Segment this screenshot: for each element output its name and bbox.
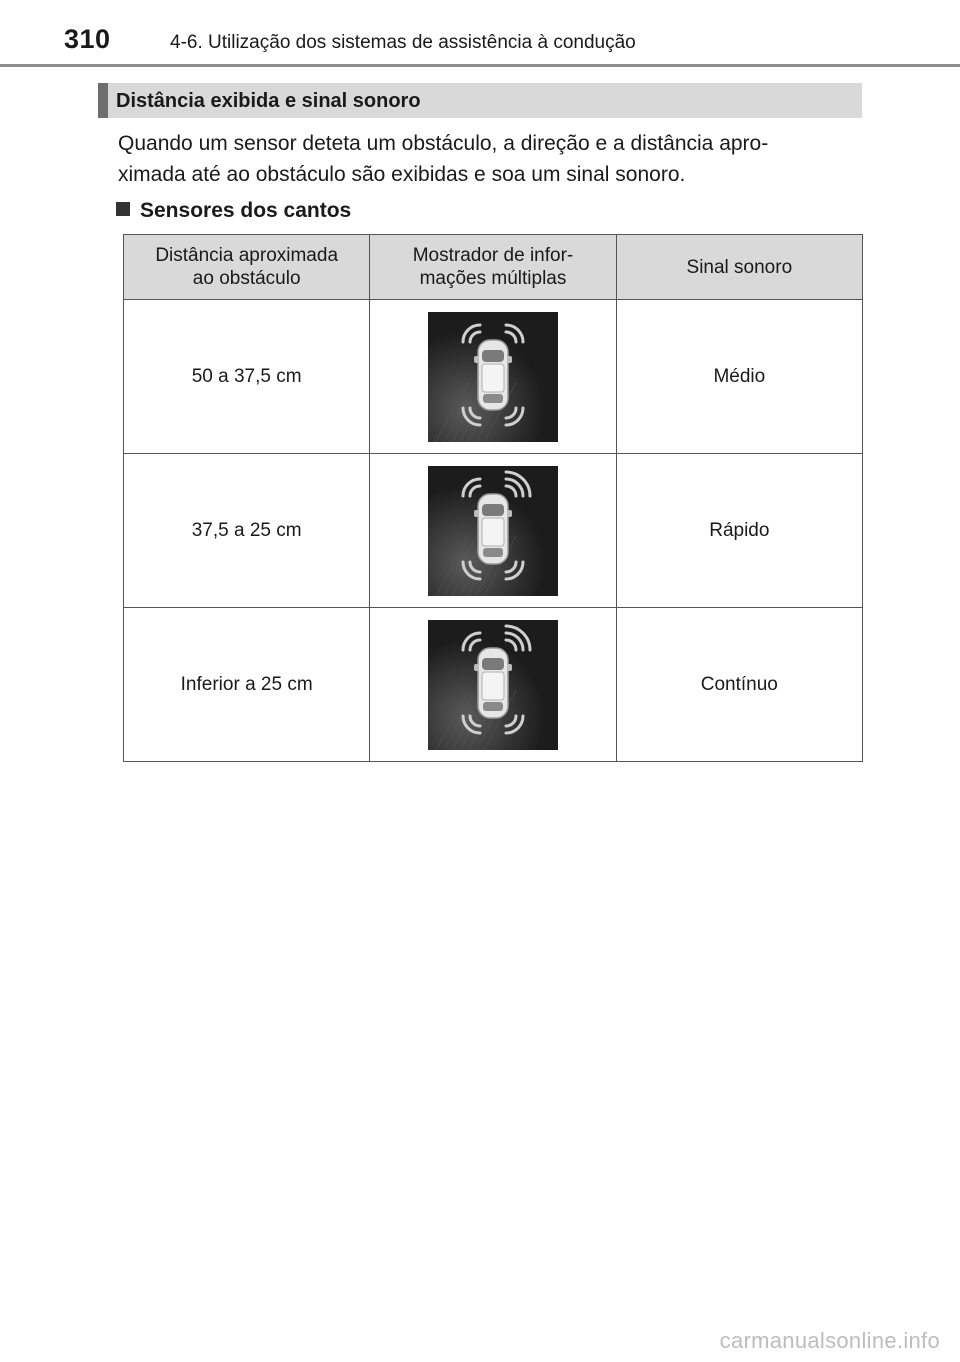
header-distance-line-1: Distância aproximada xyxy=(155,245,339,266)
subheading xyxy=(116,199,351,223)
intro-line-1: Quando um sensor deteta um obstáculo, a direção e a distância apro- xyxy=(118,132,769,155)
section-title: Distância exibida e sinal sonoro xyxy=(116,90,421,112)
parking-sensor-display-icon xyxy=(428,466,558,596)
intro-paragraph xyxy=(118,128,862,190)
subheading-text: Sensores dos cantos xyxy=(140,199,352,222)
chapter-title: 4-6. Utilização dos sistemas de assistência à condução xyxy=(170,32,636,53)
display-cell xyxy=(370,300,616,454)
header-display xyxy=(370,235,616,300)
watermark: carmanualsonline.info xyxy=(719,1328,940,1353)
section-accent xyxy=(98,83,108,118)
intro-line-2: ximada até ao obstáculo são exibidas e soa um sinal sonoro. xyxy=(118,163,686,186)
sound-cell: Contínuo xyxy=(616,608,862,762)
parking-sensor-display-icon xyxy=(428,312,558,442)
table-row xyxy=(124,300,863,454)
distance-cell: 37,5 a 25 cm xyxy=(124,454,370,608)
sensor-distance-table xyxy=(123,234,863,762)
page-header xyxy=(0,0,960,66)
display-cell xyxy=(370,608,616,762)
header-sound-line-1: Sinal sonoro xyxy=(686,256,793,278)
table-header-row xyxy=(124,235,863,300)
sound-cell: Médio xyxy=(616,300,862,454)
header-distance xyxy=(124,235,370,300)
page-number: 310 xyxy=(64,24,111,54)
square-bullet-icon xyxy=(116,202,130,216)
distance-cell: 50 a 37,5 cm xyxy=(124,300,370,454)
header-distance-line-2: ao obstáculo xyxy=(192,268,301,289)
header-sound xyxy=(616,235,862,300)
section-heading-bar xyxy=(98,83,862,118)
display-cell xyxy=(370,454,616,608)
header-rule xyxy=(0,64,960,67)
distance-cell: Inferior a 25 cm xyxy=(124,608,370,762)
parking-sensor-display-icon xyxy=(428,620,558,750)
header-display-line-1: Mostrador de infor- xyxy=(412,245,574,266)
table-row xyxy=(124,608,863,762)
header-display-line-2: mações múltiplas xyxy=(419,268,567,289)
table-row xyxy=(124,454,863,608)
sound-cell: Rápido xyxy=(616,454,862,608)
